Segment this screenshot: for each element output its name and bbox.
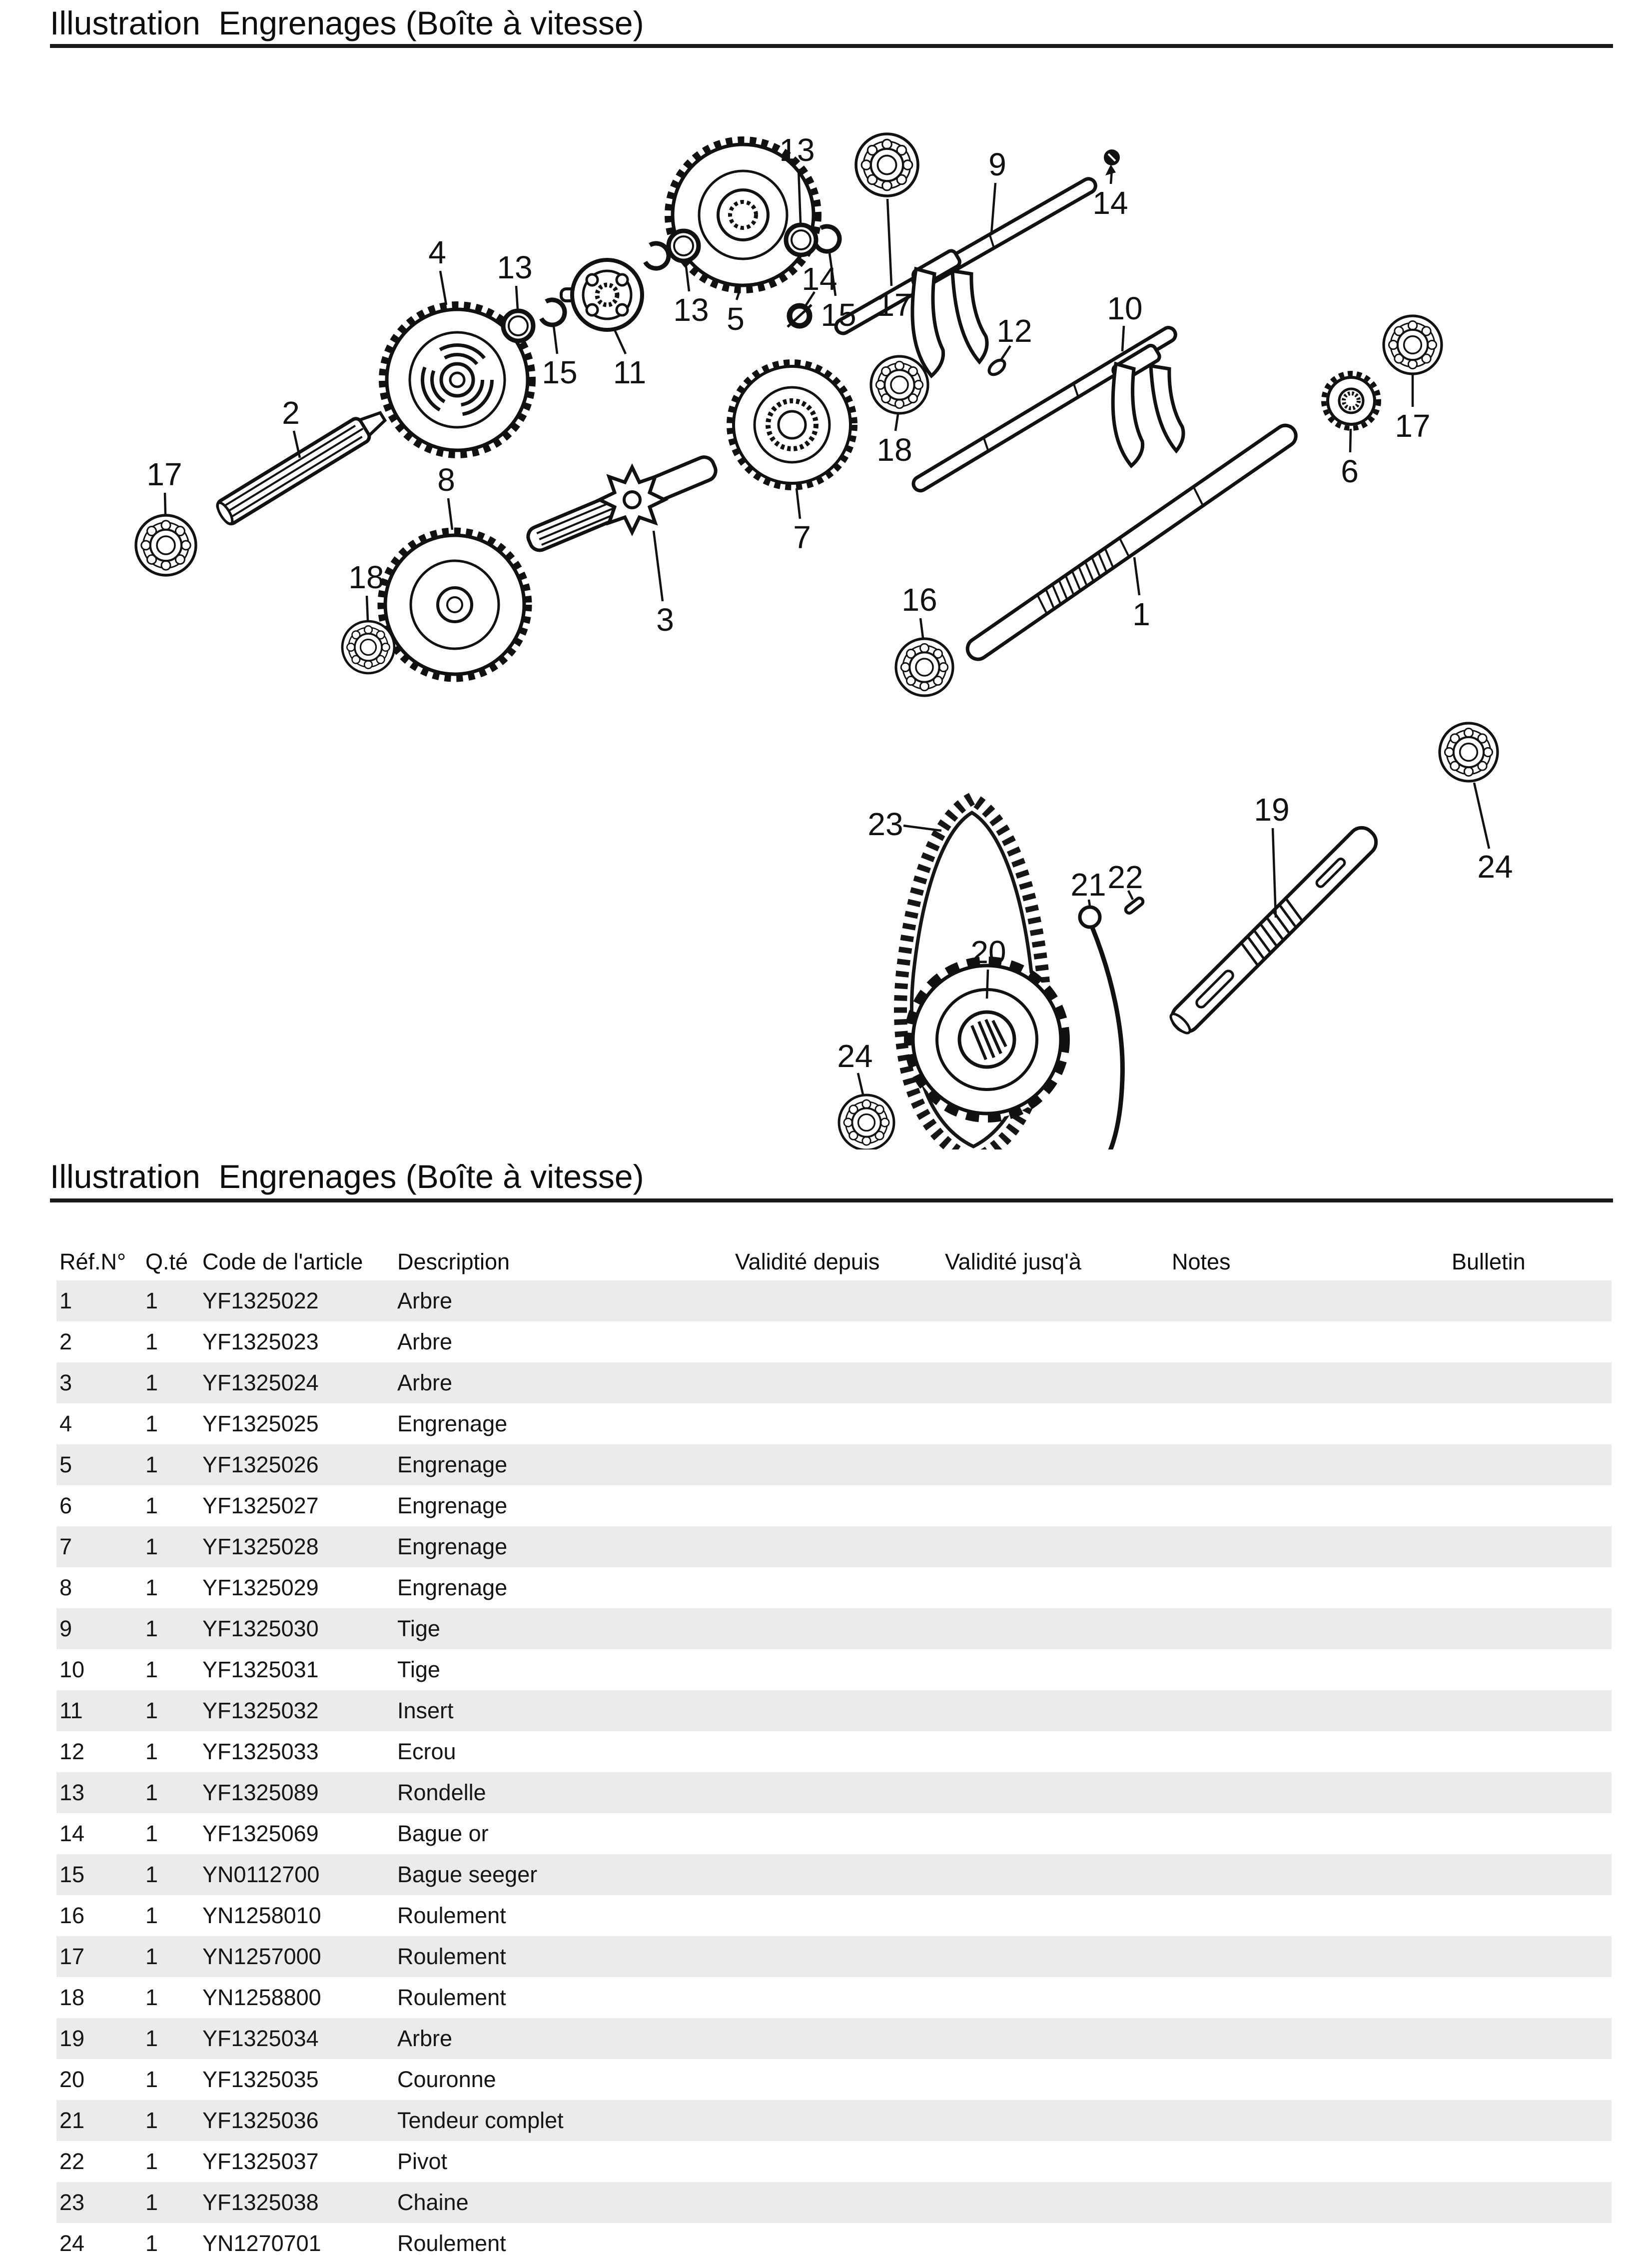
callout-leader-line <box>887 199 891 286</box>
callout-number: 16 <box>901 582 937 618</box>
table-cell: Arbre <box>397 1370 453 1395</box>
bearing-24-right-icon <box>1440 723 1498 781</box>
column-header: Bulletin <box>1452 1249 1526 1274</box>
table-cell: 1 <box>145 1616 158 1641</box>
table-cell: YF1325032 <box>202 1698 319 1723</box>
callout-number: 14 <box>1092 185 1128 221</box>
callout-leader-line <box>554 326 557 354</box>
callout-number: 7 <box>793 519 811 555</box>
page-title-table-section: Illustration Engrenages (Boîte à vitesse) <box>50 1158 644 1195</box>
table-cell: Arbre <box>397 2026 453 2051</box>
table-row <box>56 1608 1612 1649</box>
table-cell: Couronne <box>397 2067 496 2092</box>
table-cell: 1 <box>145 1452 158 1477</box>
table-cell: 5 <box>59 1452 72 1477</box>
callout-layer <box>146 132 1513 1095</box>
shaft-2-input-shaft <box>214 405 389 526</box>
table-cell: Roulement <box>397 1944 506 1969</box>
table-row <box>56 1403 1612 1444</box>
table-cell: YF1325089 <box>202 1780 319 1805</box>
callout-leader-line <box>367 596 368 620</box>
table-cell: 1 <box>145 1698 158 1723</box>
rondelle-13a-icon <box>786 225 816 255</box>
table-cell: Bague or <box>397 1821 489 1846</box>
table-cell: 1 <box>59 1288 72 1313</box>
callout-number: 10 <box>1107 290 1143 326</box>
ecrou-12-icon <box>986 357 1007 377</box>
table-row <box>56 1895 1612 1936</box>
callout-number: 18 <box>876 432 912 468</box>
table-cell: 11 <box>59 1698 83 1723</box>
table-cell: Tendeur complet <box>397 2108 564 2133</box>
table-cell: Engrenage <box>397 1411 508 1436</box>
callout-number: 17 <box>876 287 912 323</box>
bearing-17-top-icon <box>856 134 918 196</box>
table-cell: Engrenage <box>397 1493 508 1518</box>
table-cell: YF1325069 <box>202 1821 319 1846</box>
callout-leader-line <box>1273 828 1276 918</box>
callout-leader-line <box>991 183 995 234</box>
table-row <box>56 1854 1612 1895</box>
column-header: Notes <box>1172 1249 1231 1274</box>
callout-leader-line <box>686 262 689 291</box>
table-cell: 17 <box>59 1944 85 1969</box>
table-cell: 1 <box>145 1739 158 1764</box>
table-cell: Tige <box>397 1616 440 1641</box>
table-cell: 1 <box>145 2026 158 2051</box>
callout-number: 24 <box>837 1038 873 1074</box>
table-row <box>56 2100 1612 2141</box>
callout-leader-line <box>903 826 941 831</box>
table-row <box>56 1485 1612 1526</box>
table-cell: 8 <box>59 1575 72 1600</box>
shift-fork-on-rod-10-icon <box>1111 344 1183 466</box>
callout-leader-line <box>1111 170 1112 184</box>
callout-number: 2 <box>282 395 300 431</box>
table-header-row <box>56 1247 1612 1277</box>
column-header: Description <box>397 1249 510 1274</box>
callout-number: 8 <box>437 462 455 498</box>
table-cell: YF1325025 <box>202 1411 319 1436</box>
table-cell: Engrenage <box>397 1575 508 1600</box>
table-cell: Arbre <box>397 1329 453 1354</box>
table-cell: YF1325024 <box>202 1370 319 1395</box>
table-cell: 1 <box>145 1575 158 1600</box>
table-cell: Ecrou <box>397 1739 456 1764</box>
table-cell: 1 <box>145 1985 158 2010</box>
tensioner-21-icon <box>1080 907 1122 1149</box>
rondelle-13c-icon <box>669 231 699 261</box>
callout-number: 4 <box>428 234 446 270</box>
callout-leader-line <box>440 271 446 305</box>
table-row <box>56 1444 1612 1485</box>
shift-fork-on-rod-9-icon <box>911 249 987 376</box>
callout-number: 1 <box>1132 596 1150 632</box>
table-cell: YF1325029 <box>202 1575 319 1600</box>
callout-leader-line <box>920 618 923 638</box>
gear-7-icon <box>730 362 854 487</box>
table-cell: YF1325038 <box>202 2190 319 2215</box>
table-cell: 9 <box>59 1616 72 1641</box>
table-cell: Chaine <box>397 2190 469 2215</box>
callout-leader-line <box>448 498 452 530</box>
shaft-3-kickstart-shaft <box>525 454 719 553</box>
table-cell: YF1325034 <box>202 2026 319 2051</box>
table-cell: 16 <box>59 1903 85 1928</box>
callout-number: 11 <box>613 354 647 390</box>
table-cell: 1 <box>145 1657 158 1682</box>
table-row <box>56 1567 1612 1608</box>
callout-number: 5 <box>727 301 745 337</box>
table-cell: YN1258010 <box>202 1903 321 1928</box>
table-cell: 13 <box>59 1780 85 1805</box>
table-cell: 1 <box>145 1411 158 1436</box>
table-cell: YF1325028 <box>202 1534 319 1559</box>
table-cell: 22 <box>59 2149 85 2174</box>
bague-or-14-ring-icon <box>788 305 812 327</box>
table-cell: Tige <box>397 1657 440 1682</box>
table-cell: 1 <box>145 1821 158 1846</box>
table-cell: 19 <box>59 2026 85 2051</box>
gear-8-icon <box>381 531 529 679</box>
table-cell: Roulement <box>397 2231 506 2256</box>
table-cell: 18 <box>59 1985 85 2010</box>
bearing-18-left-icon <box>342 621 394 673</box>
table-cell: YF1325022 <box>202 1288 319 1313</box>
bearing-17-left-icon <box>136 515 196 575</box>
table-cell: 23 <box>59 2190 85 2215</box>
table-row <box>56 1649 1612 1690</box>
table-cell: 1 <box>145 1534 158 1559</box>
table-row <box>56 1526 1612 1567</box>
callout-number: 14 <box>802 261 837 297</box>
table-row <box>56 1362 1612 1403</box>
table-cell: YN1257000 <box>202 1944 321 1969</box>
table-row <box>56 1321 1612 1362</box>
table-cell: YF1325027 <box>202 1493 319 1518</box>
table-row <box>56 2141 1612 2182</box>
table-cell: 1 <box>145 2190 158 2215</box>
table-cell: YF1325031 <box>202 1657 319 1682</box>
table-cell: 1 <box>145 1862 158 1887</box>
callout-number: 13 <box>673 292 709 328</box>
table-cell: 1 <box>145 1288 158 1313</box>
table-cell: 3 <box>59 1370 72 1395</box>
callout-number: 17 <box>146 456 182 492</box>
table-row <box>56 1280 1612 1321</box>
callout-number: 3 <box>656 602 674 638</box>
table-cell: 1 <box>145 1370 158 1395</box>
table-cell: YN1270701 <box>202 2231 321 2256</box>
table-cell: YF1325033 <box>202 1739 319 1764</box>
table-cell: Bague seeger <box>397 1862 538 1887</box>
table-row <box>56 1731 1612 1772</box>
title-rule-table-section <box>50 1198 1613 1202</box>
callout-number: 9 <box>988 146 1006 182</box>
table-cell: 1 <box>145 1780 158 1805</box>
table-row <box>56 1813 1612 1854</box>
callout-number: 18 <box>348 559 384 595</box>
callout-leader-line <box>654 531 663 601</box>
table-row <box>56 2059 1612 2100</box>
callout-number: 17 <box>1395 408 1431 444</box>
table-cell: Insert <box>397 1698 454 1723</box>
callout-leader-line <box>1474 783 1489 849</box>
callout-leader-line <box>1134 557 1139 595</box>
table-cell: YF1325026 <box>202 1452 319 1477</box>
callout-number: 13 <box>779 132 815 168</box>
table-cell: Rondelle <box>397 1780 486 1805</box>
table-cell: Roulement <box>397 1903 506 1928</box>
table-cell: 14 <box>59 1821 85 1846</box>
table-cell: 24 <box>59 2231 85 2256</box>
table-cell: 1 <box>145 2231 158 2256</box>
table-cell: YN0112700 <box>202 1862 320 1887</box>
table-row <box>56 1772 1612 1813</box>
table-row <box>56 1977 1612 2018</box>
bearing-18-middle-icon <box>871 356 928 413</box>
table-cell: 1 <box>145 2108 158 2133</box>
bearing-17-right-icon <box>1384 316 1442 374</box>
column-header: Code de l'article <box>202 1249 363 1274</box>
column-header: Q.té <box>145 1249 188 1274</box>
callout-leader-line <box>797 488 800 519</box>
callout-leader-line <box>615 330 626 354</box>
callout-leader-line <box>1122 326 1124 351</box>
table-cell: YF1325023 <box>202 1329 319 1354</box>
table-row <box>56 1690 1612 1731</box>
table-cell: YF1325036 <box>202 2108 319 2133</box>
bearing-16-icon <box>896 639 953 696</box>
table-cell: Engrenage <box>397 1452 508 1477</box>
table-cell: 20 <box>59 2067 85 2092</box>
table-cell: YF1325035 <box>202 2067 319 2092</box>
callout-leader-line <box>516 286 518 310</box>
table-cell: 1 <box>145 2067 158 2092</box>
callout-number: 23 <box>867 806 903 842</box>
callout-leader-line <box>895 414 898 431</box>
column-header: Validité depuis <box>735 1249 880 1274</box>
column-header: Réf.N° <box>59 1249 126 1274</box>
table-cell: YF1325037 <box>202 2149 319 2174</box>
table-cell: 12 <box>59 1739 85 1764</box>
table-cell: Engrenage <box>397 1534 508 1559</box>
insert-11-icon <box>561 260 642 330</box>
gear-6-icon <box>1324 373 1379 428</box>
table-cell: 1 <box>145 1329 158 1354</box>
callout-number: 21 <box>1070 867 1106 903</box>
table-row <box>56 2182 1612 2223</box>
table-cell: 1 <box>145 1944 158 1969</box>
shaft-10-selector-rod <box>911 325 1178 493</box>
table-cell: 21 <box>59 2108 85 2133</box>
table-cell: 2 <box>59 1329 72 1354</box>
callout-number: 6 <box>1341 453 1359 489</box>
table-cell: 1 <box>145 1903 158 1928</box>
callout-leader-line <box>1350 429 1351 452</box>
table-cell: 15 <box>59 1862 85 1887</box>
pivot-22-icon <box>1124 897 1144 915</box>
callout-number: 19 <box>1254 792 1290 828</box>
table-cell: 1 <box>145 2149 158 2174</box>
table-cell: 10 <box>59 1657 85 1682</box>
table-row <box>56 2018 1612 2059</box>
table-cell: Pivot <box>397 2149 448 2174</box>
page-title-top: Illustration Engrenages (Boîte à vitesse) <box>50 4 644 41</box>
callout-leader-line <box>858 1073 863 1095</box>
rondelle-13b-icon <box>503 311 533 341</box>
table-cell: 4 <box>59 1411 72 1436</box>
table-cell: YN1258800 <box>202 1985 321 2010</box>
callout-number: 15 <box>542 354 578 390</box>
table-row <box>56 1936 1612 1977</box>
callout-number: 24 <box>1477 849 1513 885</box>
callout-number: 13 <box>497 249 533 285</box>
table-row <box>56 2223 1612 2264</box>
table-cell: 6 <box>59 1493 72 1518</box>
callout-leader-line <box>987 970 988 999</box>
table-cell: Roulement <box>397 1985 506 2010</box>
callout-number: 12 <box>996 313 1032 349</box>
callout-number: 22 <box>1107 859 1143 895</box>
table-cell: YF1325030 <box>202 1616 319 1641</box>
column-header: Validité jusq'à <box>945 1249 1081 1274</box>
callout-number: 20 <box>970 934 1006 970</box>
table-cell: 1 <box>145 1493 158 1518</box>
table-cell: Arbre <box>397 1288 453 1313</box>
bearing-24-bottom-icon <box>839 1095 894 1149</box>
callout-number: 15 <box>821 297 856 333</box>
table-cell: 7 <box>59 1534 72 1559</box>
